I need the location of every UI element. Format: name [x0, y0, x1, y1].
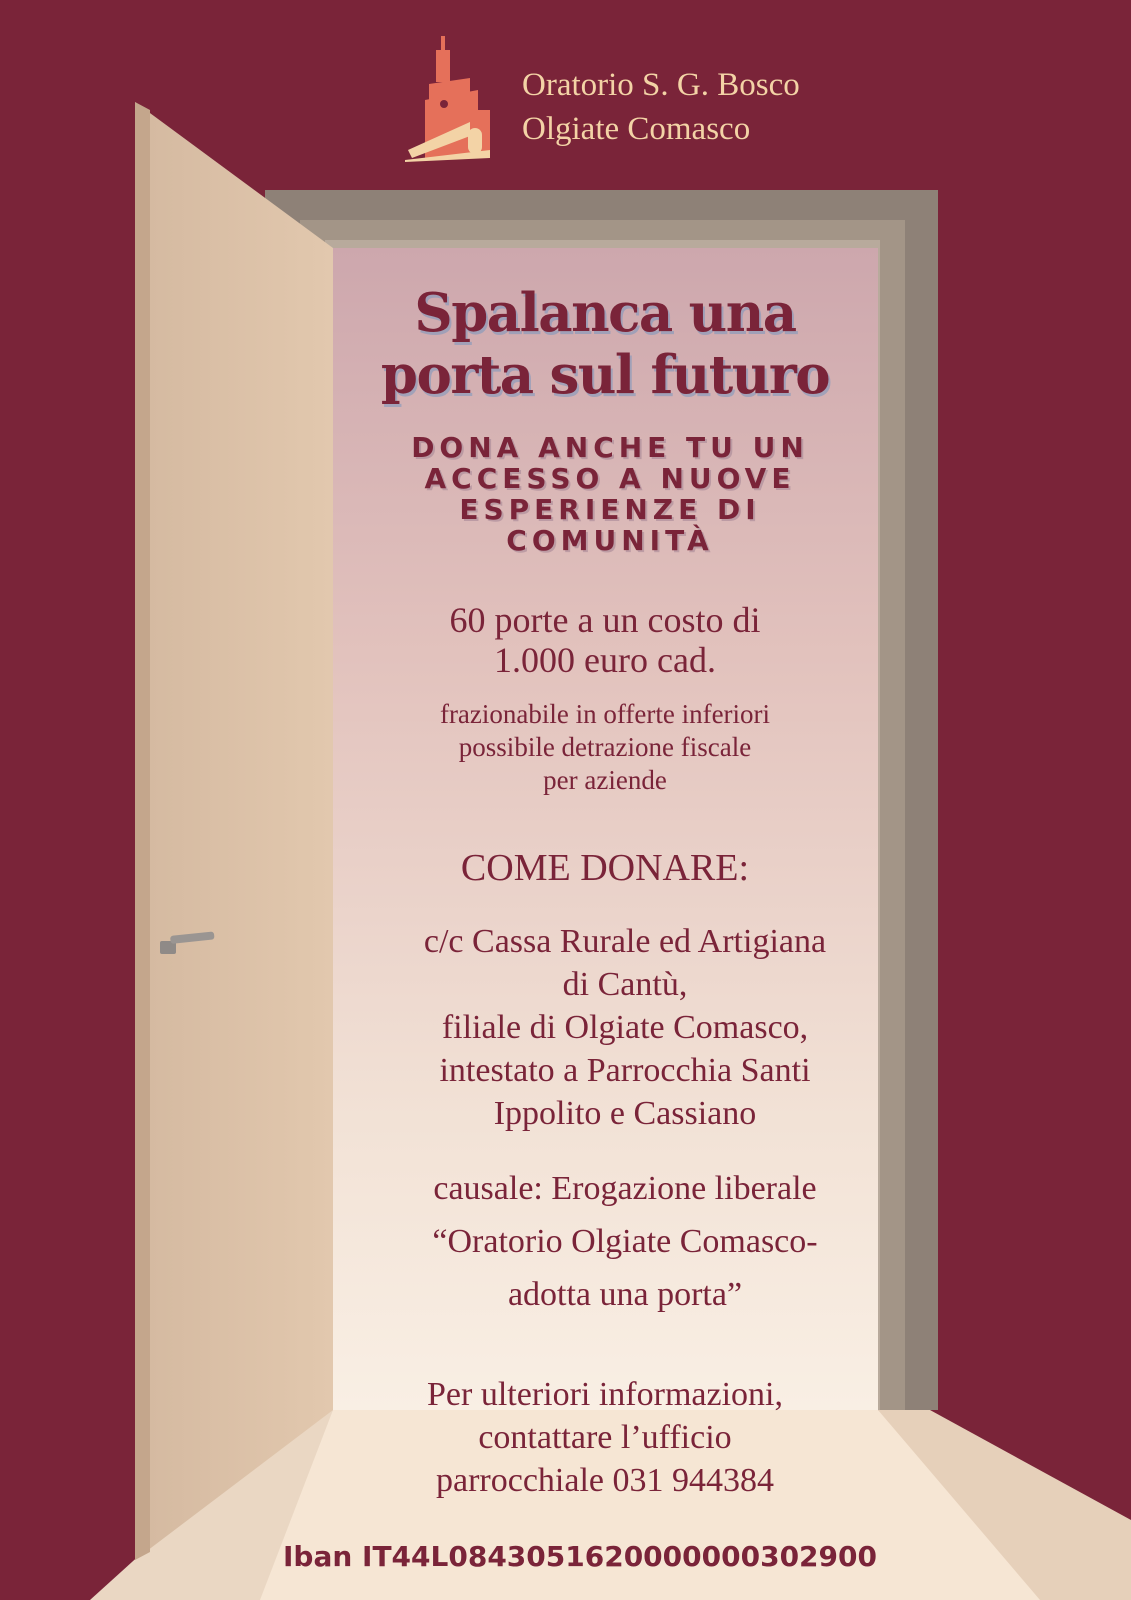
- title-line-1: Spalanca una: [414, 282, 796, 344]
- donation-notes: [340, 698, 870, 797]
- organization-line-1: Oratorio S. G. Bosco: [522, 67, 800, 103]
- organization-line-2: Olgiate Comasco: [522, 111, 751, 147]
- title-line-2: porta sul futuro: [380, 344, 830, 406]
- contact-info: [340, 1373, 870, 1502]
- subtitle-line-2: ACCESSO A NUOVE: [424, 462, 796, 495]
- contact-line-3: parrocchiale 031 944384: [436, 1462, 774, 1499]
- notes-line-3: per aziende: [543, 765, 667, 795]
- causale-line-2: “Oratorio Olgiate Comasco-: [432, 1223, 818, 1260]
- bank-line-1: c/c Cassa Rurale ed Artigiana: [423, 923, 827, 960]
- causale-line-3: adotta una porta”: [507, 1276, 743, 1313]
- notes-line-1: frazionabile in offerte inferiori: [439, 699, 771, 729]
- causale-line-1: causale: Erogazione liberale: [433, 1170, 817, 1207]
- door-leaf-edge: [135, 102, 150, 1560]
- how-to-donate-heading: COME DONARE:: [460, 847, 750, 889]
- door-leaf: [135, 102, 333, 1560]
- iban: Iban IT44L0843051620000000302900: [283, 1540, 877, 1573]
- organization-name: [522, 63, 800, 151]
- payment-reason: [345, 1162, 905, 1321]
- bank-line-4: intestato a Parrocchia Santi: [439, 1052, 811, 1089]
- page-title: [340, 282, 870, 406]
- cost-line-2: 1.000 euro cad.: [494, 640, 716, 680]
- bank-account-info: [345, 920, 905, 1135]
- subtitle-line-4: COMUNITÀ: [506, 524, 714, 557]
- contact-line-1: Per ulteriori informazioni,: [427, 1376, 783, 1413]
- bank-line-2: di Cantù,: [562, 966, 688, 1003]
- contact-line-2: contattare l’ufficio: [478, 1419, 732, 1456]
- cost-info: [340, 600, 870, 680]
- church-icon: [405, 36, 490, 162]
- subtitle: [380, 432, 840, 556]
- subtitle-line-1: DONA ANCHE TU UN: [411, 431, 809, 464]
- subtitle-line-3: ESPERIENZE DI: [459, 493, 761, 526]
- cost-line-1: 60 porte a un costo di: [449, 600, 761, 640]
- bank-line-3: filiale di Olgiate Comasco,: [441, 1009, 809, 1046]
- notes-line-2: possibile detrazione fiscale: [458, 732, 752, 762]
- bank-line-5: Ippolito e Cassiano: [493, 1095, 757, 1132]
